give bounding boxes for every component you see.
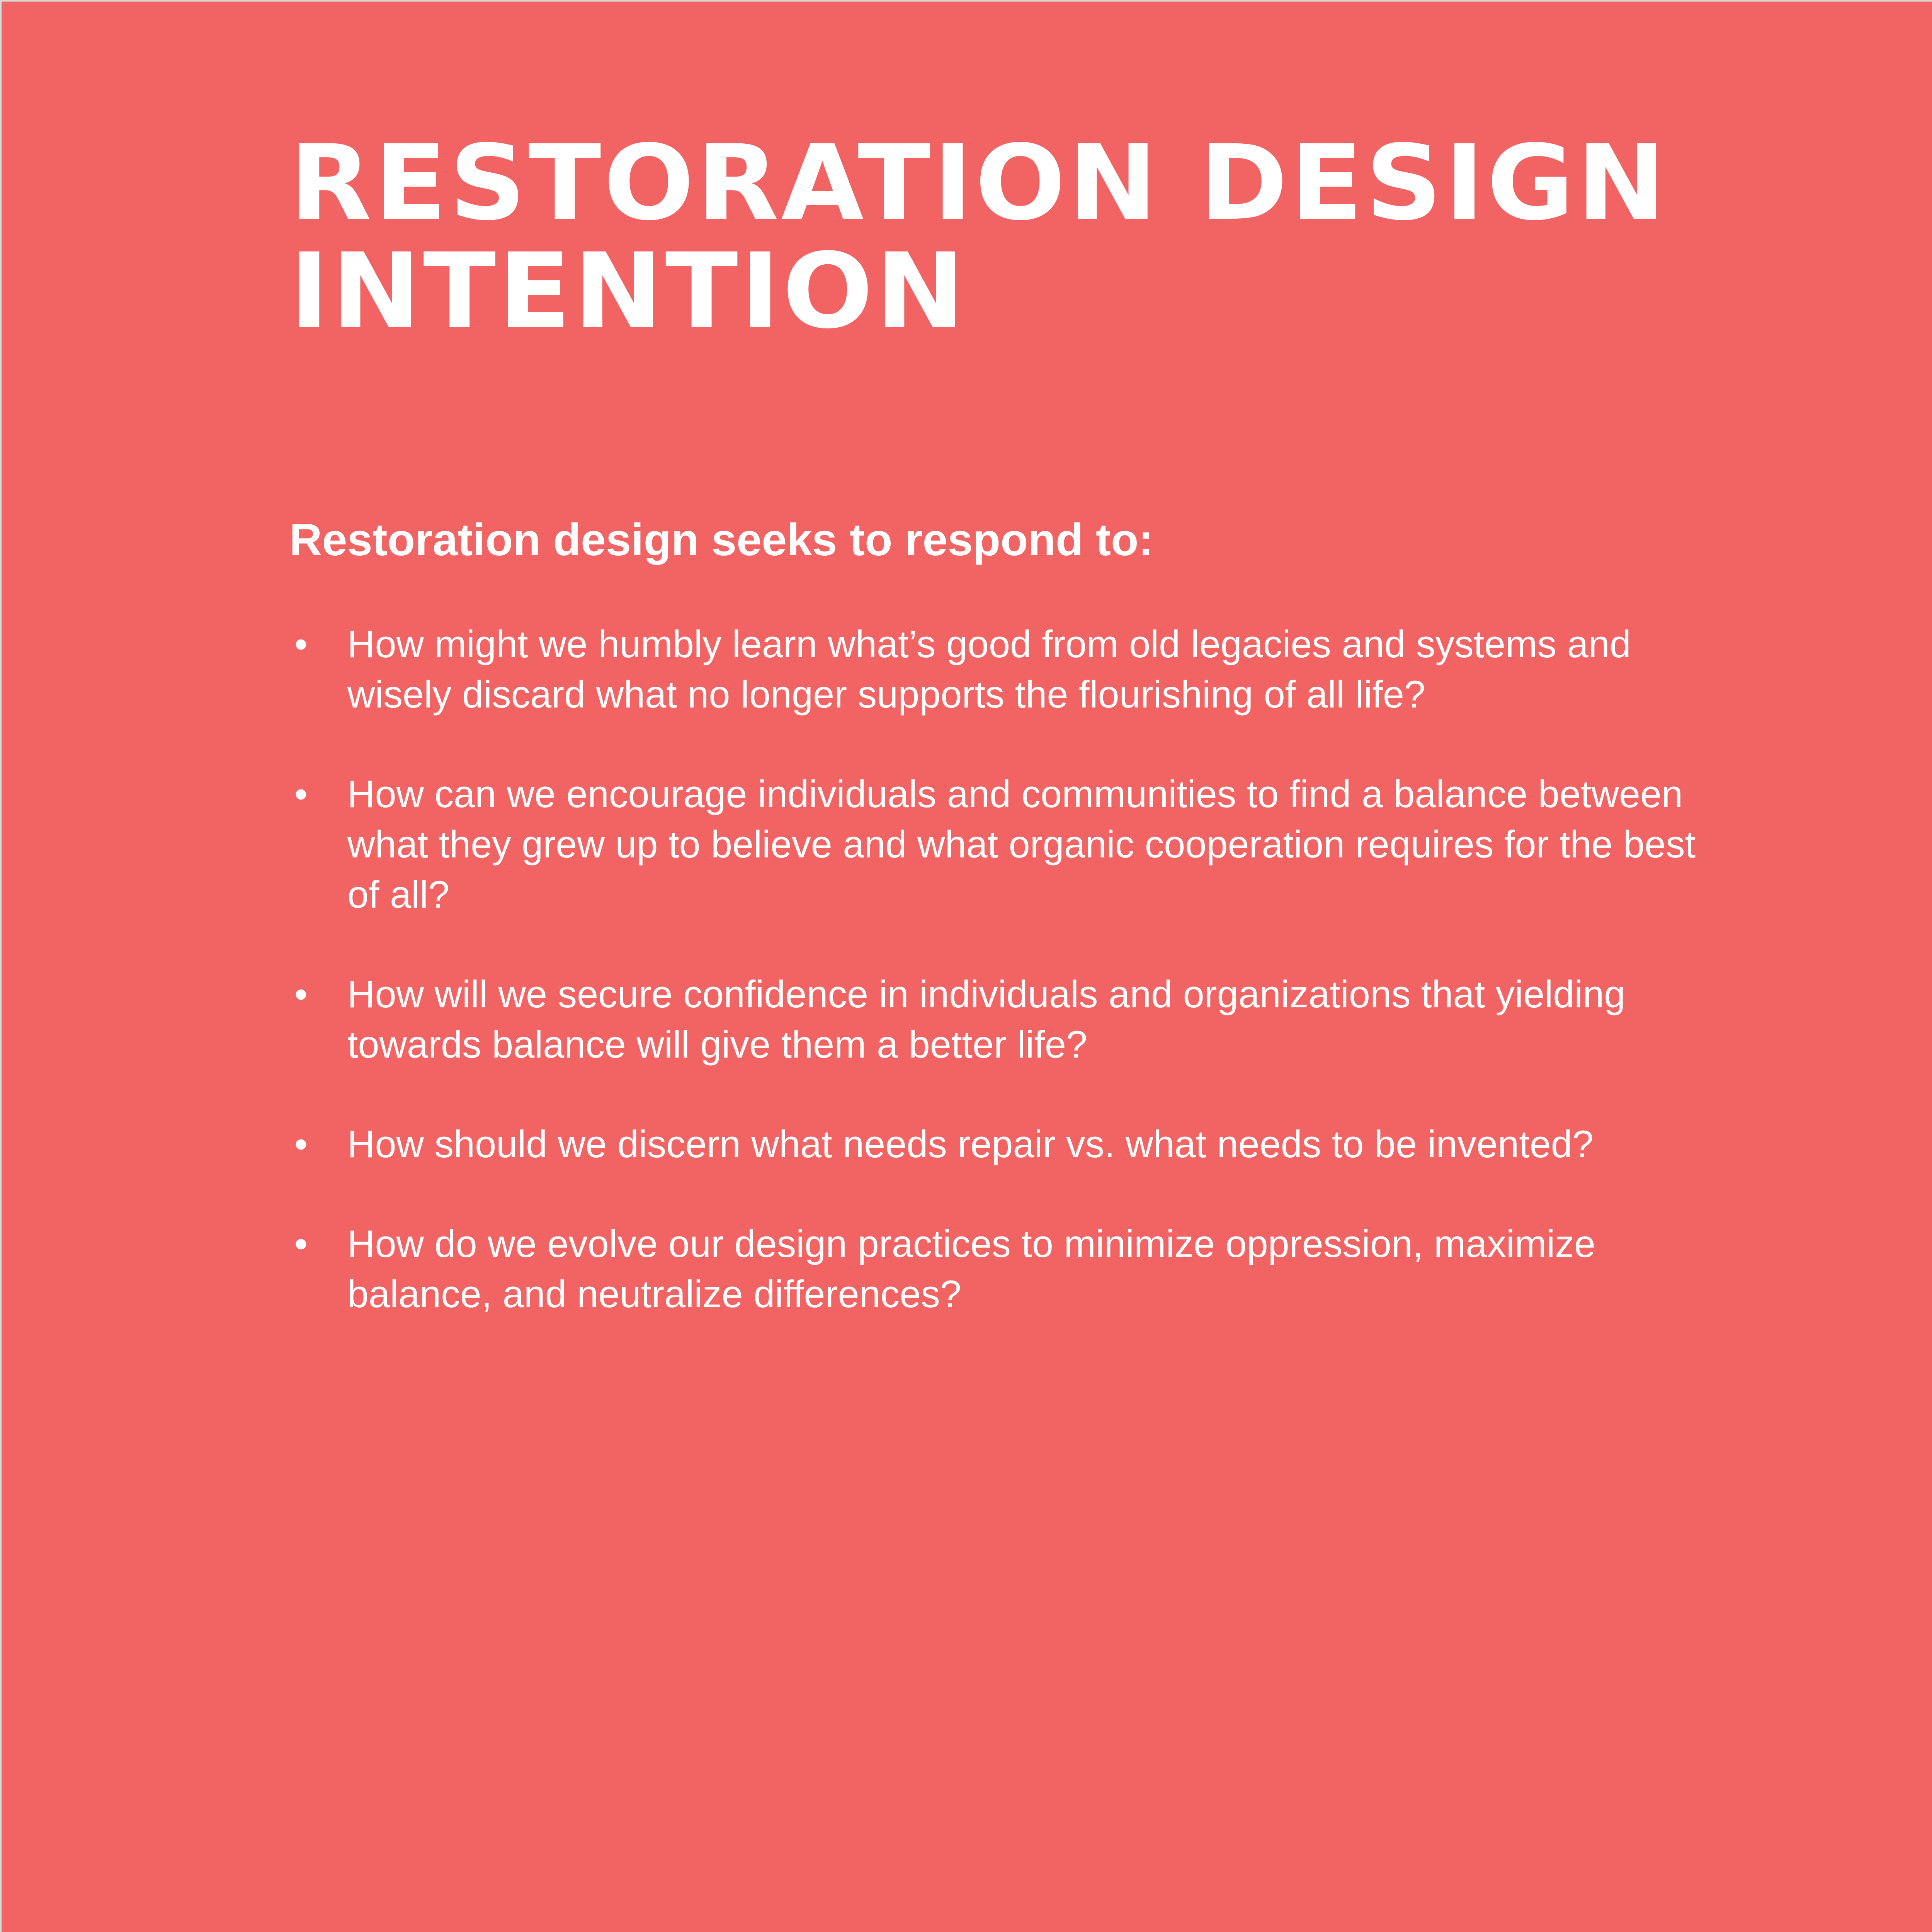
bullet-icon: •	[294, 973, 308, 1015]
question-text: How can we encourage individuals and communities to find a balance between what they grew up to believe and what organic cooperation requires for the best of all?	[347, 772, 1696, 916]
bullet-icon: •	[294, 1122, 308, 1165]
question-text: How will we secure confidence in individuals and organizations that yielding towards balance will give them a better life?	[347, 973, 1626, 1066]
bullet-icon: •	[294, 772, 308, 815]
question-text: How do we evolve our design practices to minimize oppression, maximize balance, and neutralize differences?	[347, 1222, 1595, 1315]
question-text: How might we humbly learn what’s good from old legacies and systems and wisely discard what no longer supports the flourishing of all life?	[347, 622, 1631, 716]
bullet-icon: •	[294, 1222, 308, 1265]
list-item	[289, 769, 1704, 920]
intro-heading: Restoration design seeks to respond to:	[289, 514, 1154, 565]
question-list	[289, 619, 1704, 1319]
list-item	[289, 969, 1704, 1070]
question-text: How should we discern what needs repair vs. what needs to be invented?	[347, 1122, 1594, 1165]
bullet-icon: •	[294, 622, 308, 665]
list-item	[289, 1119, 1704, 1169]
list-item	[289, 1219, 1704, 1319]
list-item	[289, 619, 1704, 719]
page-title: RESTORATION DESIGN INTENTION	[289, 123, 1668, 352]
